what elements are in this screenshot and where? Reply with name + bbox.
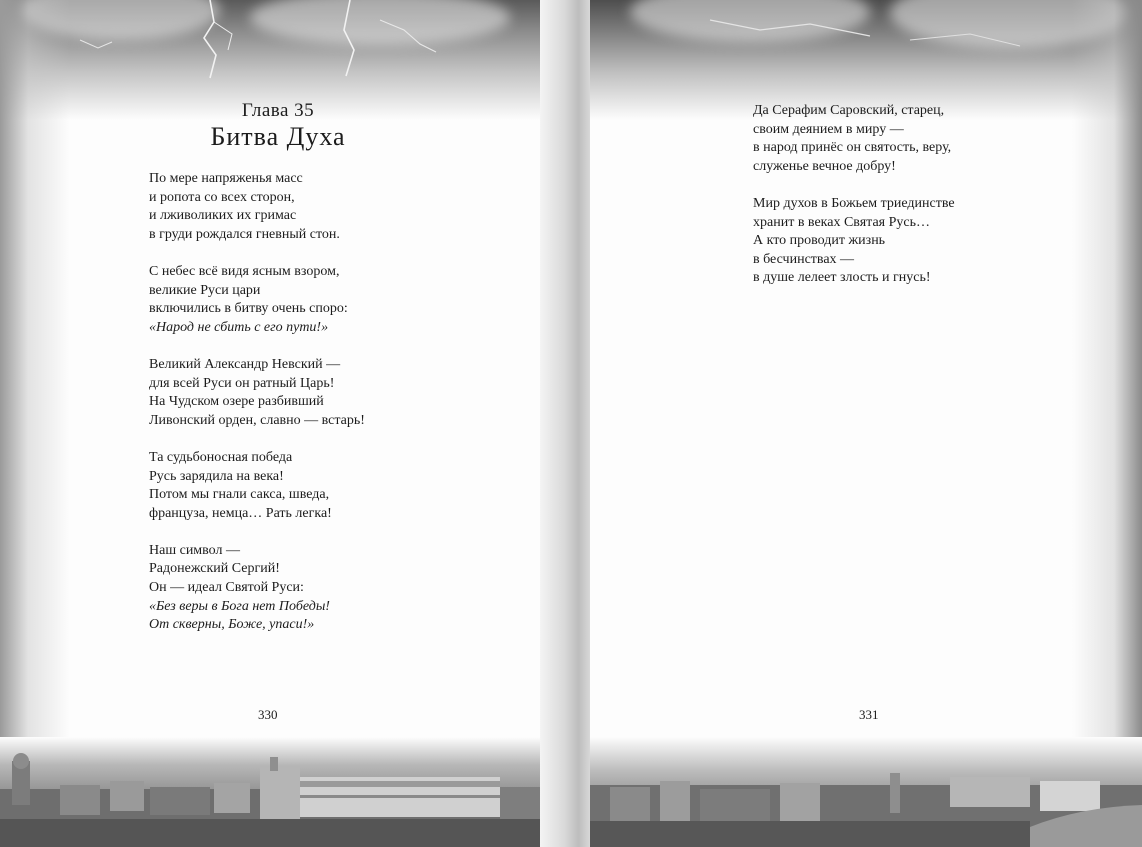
- poem-line: «Без веры в Бога нет Победы!: [149, 598, 330, 614]
- stanza: [149, 356, 365, 430]
- poem-line: француза, немца… Рать легка!: [149, 505, 332, 521]
- poem-line: С небес всё видя ясным взором,: [149, 263, 340, 279]
- stanza: [753, 102, 955, 176]
- stanza: [149, 263, 365, 337]
- poem-line: хранит в веках Святая Русь…: [753, 214, 931, 230]
- stanza: [149, 170, 365, 244]
- poem-line: А кто проводит жизнь: [753, 233, 886, 249]
- page-number: 331: [859, 707, 879, 722]
- left-page: [0, 0, 556, 847]
- stanza: [149, 449, 365, 523]
- poem-line: своим деянием в миру —: [753, 121, 904, 137]
- stanza: [149, 542, 365, 635]
- poem-line: великие Руси цари: [149, 282, 261, 298]
- chapter-title: Битва Духа: [210, 122, 346, 151]
- chapter-label: Глава 35: [241, 100, 315, 121]
- poem-line: в душе лелеет злость и гнусь!: [753, 270, 931, 286]
- poem-line: Да Серафим Саровский, старец,: [753, 103, 945, 118]
- poem-line: Русь зарядила на века!: [149, 468, 284, 484]
- poem-line: Та судьбоносная победа: [149, 449, 293, 465]
- poem-line: в груди рождался гневный стон.: [149, 226, 340, 242]
- page-number: 330: [258, 707, 278, 722]
- poem-text: [149, 170, 365, 653]
- city-panorama-image: [0, 737, 556, 847]
- poem-line: На Чудском озере разбивший: [149, 394, 324, 410]
- poem-line: и ропота со всех сторон,: [149, 189, 295, 205]
- city-panorama-image: [590, 737, 1142, 847]
- poem-line: Радонежский Сергий!: [149, 561, 280, 577]
- poem-line: Он — идеал Святой Руси:: [149, 580, 304, 596]
- poem-line: в бесчинствах —: [753, 251, 855, 267]
- poem-line: Великий Александр Невский —: [149, 356, 341, 372]
- poem-line: включились в битву очень споро:: [149, 301, 348, 317]
- poem-line: Наш символ —: [149, 542, 240, 558]
- poem-line: для всей Руси он ратный Царь!: [149, 375, 335, 391]
- poem-line: «Народ не сбить с его пути!»: [149, 319, 329, 335]
- poem-line: и лживоликих их гримас: [149, 208, 297, 224]
- poem-line: служенье вечное добру!: [753, 158, 896, 174]
- poem-line: в народ принёс он святость, веру,: [753, 140, 952, 156]
- poem-line: Потом мы гнали сакса, шведа,: [149, 487, 330, 503]
- right-page: [590, 0, 1142, 847]
- poem-line: Мир духов в Божьем триединстве: [753, 195, 955, 211]
- stanza: [753, 195, 955, 288]
- poem-line: От скверны, Боже, упаси!»: [149, 617, 315, 633]
- poem-line: По мере напряженья масс: [149, 171, 303, 186]
- poem-line: Ливонский орден, славно — встарь!: [149, 412, 365, 428]
- poem-text: [753, 102, 955, 307]
